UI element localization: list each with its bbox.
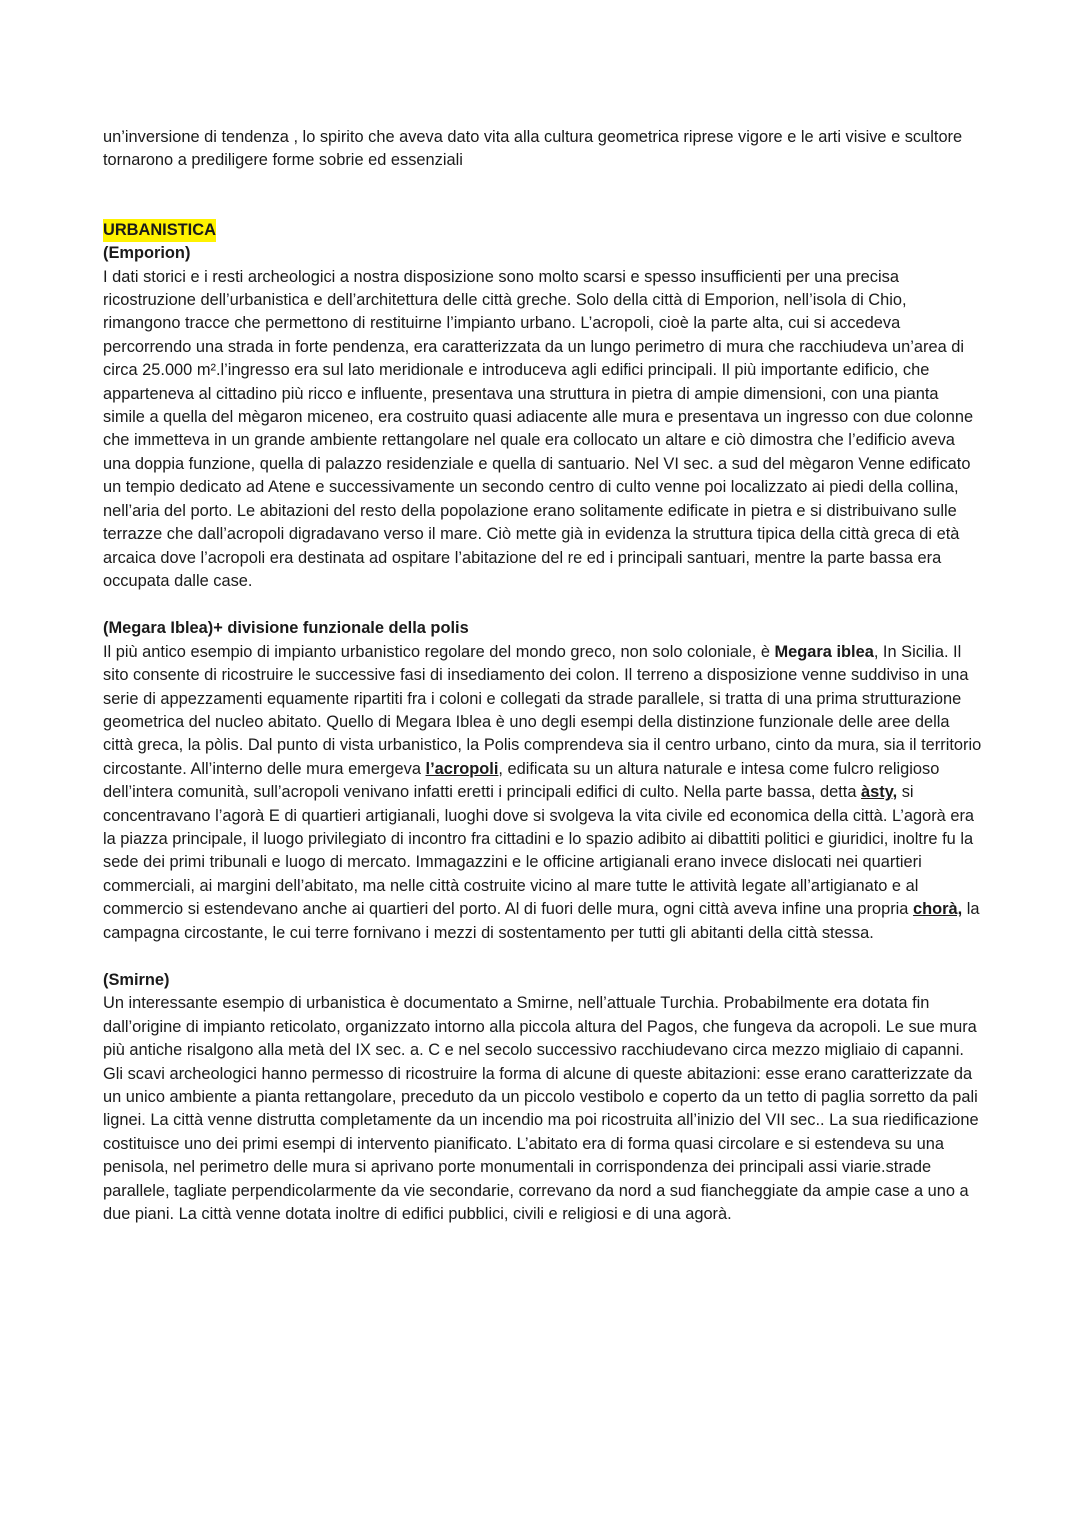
section-megara — [103, 617, 983, 945]
main-heading: URBANISTICA — [103, 219, 216, 242]
megara-text-1: Il più antico esempio di impianto urbanistico regolare del mondo greco, non solo coloniale, è — [103, 642, 775, 661]
megara-paragraph — [103, 641, 983, 945]
intro-paragraph: un’inversione di tendenza , lo spirito che aveva dato vita alla cultura geometrica riprese vigore e le arti visive e scultore tornarono a prediligere forme sobrie ed essenziali — [103, 128, 963, 170]
emporion-paragraph: I dati storici e i resti archeologici a nostra disposizione sono molto scarsi e spesso insufficienti per una precisa ricostruzione dell’urbanistica e dell’architettura delle città greche. Solo della città di Emporion, nell’isola di Chio, rimangono tracce che permettono di restituirne l’impianto urbano. L’acropoli, cioè la parte alta, cui si accedeva percorrendo una strada in forte pendenza, era caratterizzata da un lungo perimetro di mura che racchiudeva un’area di circa 25.000 m².l’ingresso era sul lato meridionale e introduceva agli edifici principali. Il più importante edificio, che apparteneva al cittadino più ricco e influente, presentava una struttura in pietra di ampie dimensioni, con una pianta simile a quella del mègaron miceneo, era costruito quasi adiacente alle mura e presentava un ingresso con due colonne che immetteva in un grande ambiente rettangolare nel quale era collocato un altare e ciò dimostra che l’edificio aveva una doppia funzione, quella di palazzo residenziale e quella di santuario. Nel VI sec. a sud del mègaron Venne edificato un tempio dedicato ad Atene e successivamente un secondo centro di culto venne poi localizzato ai piedi della collina, nell’aria del porto. Le abitazioni del resto della popolazione erano solitamente edificate in pietra e si distribuivano sulle terrazze che dall’acropoli digradavano verso il mare. Ciò mette già in evidenza la struttura tipica della città greca di età arcaica dove l’acropoli era destinata ad ospitare l’abitazione del re ed i principali santuari, mentre la parte bassa era occupata dalle case. — [103, 267, 974, 590]
megara-text-4: si concentravano l’agorà E di quartieri artigianali, luoghi dove si svolgeva la vita civile ed economica della città. L’agorà era la piazza principale, il luogo privilegiato di incontro fra cittadini e lo spazio adibito ai dibattiti politici e giuridici, inoltre fu la sede dei primi tribunali e luogo di mercato. Immagazzini e le officine artigianali erano invece dislocati nei quartieri commerciali, ai margini dell’abitato, ma nelle città costruite vicino al mare tutte le attività legate all’artigianato e al commercio si estendevano anche ai quartieri del porto. Al di fuori delle mura, ogni città aveva infine una propria — [103, 783, 975, 919]
smirne-heading: (Smirne) — [103, 971, 170, 989]
section-emporion — [103, 242, 983, 593]
term-chora: chorà, — [912, 900, 963, 919]
megara-text-5: la campagna circostante, le cui terre fornivano i mezzi di sostentamento per tutti gli abitanti della città stessa. — [103, 900, 980, 942]
emporion-heading: (Emporion) — [103, 244, 191, 263]
term-asty: àsty, — [861, 783, 898, 802]
urbanistica-heading-wrap — [103, 219, 983, 242]
term-acropoli: l’acropoli — [425, 759, 499, 778]
smirne-paragraph: Un interessante esempio di urbanistica è documentato a Smirne, nell’attuale Turchia. Probabilmente era dotata fin dall’origine di impianto reticolato, organizzato intorno alla piccola altura del Pagos, che fungeva da acropoli. Le sue mura più antiche risalgono alla metà del IX sec. a. C e nel secolo successivo racchiudevano circa mezzo migliaio di capanni. Gli scavi archeologici hanno permesso di ricostruire la forma di alcune di queste abitazioni: esse erano caratterizzate da un unico ambiente a pianta rettangolare, preceduto da un piccolo vestibolo e coperto da un tetto di paglia sorretto da pali lignei. La città venne distrutta completamente da un incendio ma poi ricostruita all’inizio del VII sec.. La sua riedificazione costituisce uno dei primi esempi di intervento pianificato. L’abitato era di forma quasi circolare e si estendeva su una penisola, nel perimetro delle mura si aprivano porte monumentali in corrispondenza dei principali assi viarie.strade parallele, tagliate perpendicolarmente da vie secondarie, correvano da nord a sud fiancheggiate da ampie case a uno a due piani. La città venne dotata inoltre di edifici pubblici, civili e religiosi e di una agorà. — [103, 994, 979, 1224]
megara-heading: (Megara Iblea)+ divisione funzionale della polis — [103, 619, 469, 638]
megara-iblea-bold: Megara iblea — [774, 642, 874, 661]
megara-text-2: , In Sicilia. Il sito consente di ricostruire le successive fasi di insediamento dei colon. Il terreno a disposizione venne suddiviso in una serie di appezzamenti equamente ripartiti fra i coloni e collegati da strade parallele, si tratta di una prima strutturazione geometrica del nucleo abitato. Quello di Megara Iblea è uno degli esempi della distinzione funzionale delle aree della città greca, la pòlis. Dal punto di vista urbanistico, la Polis comprendeva sia il centro urbano, cinto da mura, sia il territorio circostante. All’interno delle mura emergeva — [103, 642, 982, 778]
document-page — [103, 126, 983, 1250]
megara-text-3: , edificata su un altura naturale e intesa come fulcro religioso dell’intera comunità, sull’acropoli venivano infatti eretti i principali edifici di culto. Nella parte bassa, detta — [103, 759, 940, 802]
section-smirne — [103, 969, 983, 1226]
